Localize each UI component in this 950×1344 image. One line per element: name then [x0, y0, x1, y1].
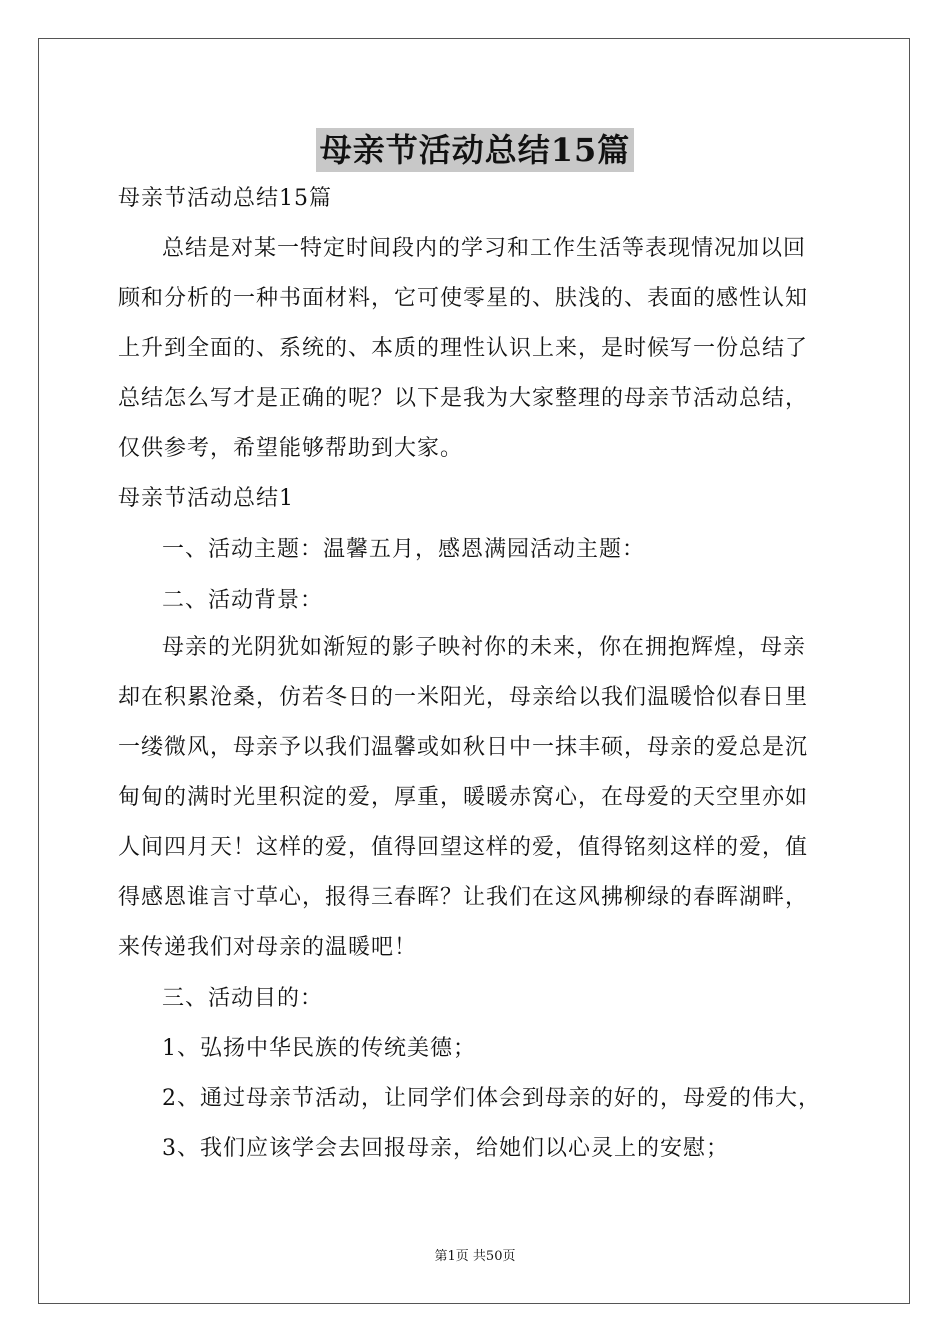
intro-line-5: 仅供参考，希望能够帮助到大家。: [118, 436, 464, 461]
purpose-item-1: 1、弘扬中华民族的传统美德；: [162, 1036, 476, 1061]
purpose-item-3: 3、我们应该学会去回报母亲，给她们以心灵上的安慰；: [162, 1136, 729, 1161]
purpose-heading: 三、活动目的：: [162, 986, 324, 1011]
page-number: 第1页 共50页: [434, 1249, 516, 1264]
section-heading: 母亲节活动总结1: [118, 486, 294, 511]
purpose-item-2: 2、通过母亲节活动，让同学们体会到母亲的好的，母爱的伟大，: [162, 1086, 821, 1111]
background-line-4: 甸甸的满时光里积淀的爱，厚重，暖暖赤窝心，在母爱的天空里亦如: [118, 785, 809, 810]
background-line-5: 人间四月天！这样的爱，值得回望这样的爱，值得铭刻这样的爱，值: [118, 835, 809, 860]
background-line-1: 母亲的光阴犹如渐短的影子映衬你的未来，你在拥抱辉煌，母亲: [162, 635, 807, 660]
page-border: [38, 38, 910, 1304]
background-line-7: 来传递我们对母亲的温暖吧！: [118, 935, 418, 960]
theme-line: 一、活动主题：温馨五月，感恩满园活动主题：: [162, 537, 646, 562]
background-heading: 二、活动背景：: [162, 588, 324, 613]
background-line-6: 得感恩谁言寸草心，报得三春晖？让我们在这风拂柳绿的春晖湖畔，: [118, 885, 809, 910]
document-title: 母亲节活动总结15篇: [316, 128, 635, 172]
intro-line-4: 总结怎么写才是正确的呢？以下是我为大家整理的母亲节活动总结，: [118, 386, 809, 411]
intro-line-2: 顾和分析的一种书面材料，它可使零星的、肤浅的、表面的感性认知: [118, 286, 809, 311]
title-container: [0, 128, 950, 172]
background-line-3: 一缕微风，母亲予以我们温馨或如秋日中一抹丰硕，母亲的爱总是沉: [118, 735, 809, 760]
background-line-2: 却在积累沧桑，仿若冬日的一米阳光，母亲给以我们温暖恰似春日里: [118, 685, 809, 710]
intro-line-1: 总结是对某一特定时间段内的学习和工作生活等表现情况加以回: [162, 236, 807, 261]
subtitle: 母亲节活动总结15篇: [118, 186, 332, 211]
intro-line-3: 上升到全面的、系统的、本质的理性认识上来，是时候写一份总结了: [118, 336, 809, 361]
